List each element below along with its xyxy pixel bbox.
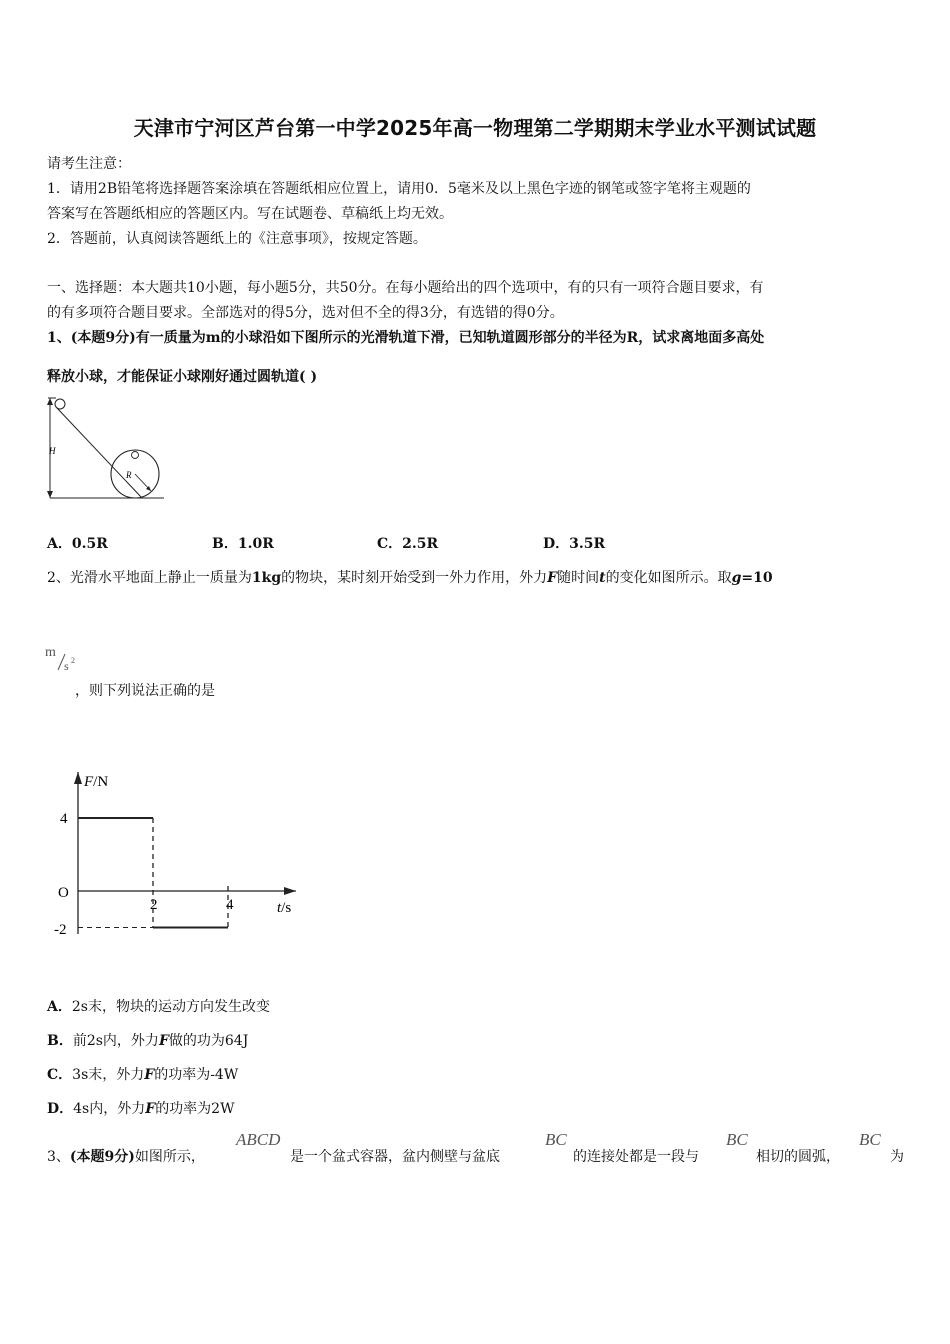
q3-prefix: 3、 [47, 1149, 70, 1165]
q3-bc-1: BC [545, 1130, 567, 1149]
q2-force-symbol: F [547, 570, 558, 586]
q2-option-a-key: A． [47, 999, 72, 1015]
y-axis-title-unit: /N [93, 774, 109, 790]
q2-option-d-post: 的功率为2W [155, 1101, 235, 1117]
x-axis-title [277, 900, 291, 916]
q2-text-1: 的物块，某时刻开始受到一外力作用，外力 [281, 570, 548, 586]
q2-ft-chart [40, 764, 310, 944]
q2-option-d-key: D． [47, 1101, 74, 1117]
ball [55, 399, 65, 409]
q2-option-b-pre: 前2s内，外力 [72, 1033, 159, 1049]
q2-unit [45, 645, 56, 661]
q3-text-2: 是一个盆式容器，盆内侧壁与盆底 [290, 1149, 500, 1165]
q3-abcd: ABCD [236, 1130, 281, 1149]
q2-option-d-f: F [145, 1101, 156, 1117]
unit-fraction [56, 650, 86, 674]
x-axis-title-unit: /s [281, 900, 292, 916]
q1-option-a-value: 0.5R [71, 536, 108, 552]
q1-radius-symbol: R [626, 330, 639, 346]
q2-option-a[interactable] [47, 996, 270, 1016]
h-arrow-down [47, 491, 53, 498]
y-tick-neg2: -2 [54, 922, 67, 938]
q3-bc-3: BC [859, 1130, 881, 1149]
q3-score: (本题9分) [69, 1149, 135, 1165]
q1-option-c-key: C． [377, 536, 403, 552]
unit-s: s [64, 659, 69, 673]
q1-option-d-value: 3.5R [569, 536, 606, 552]
q1-option-b-value: 1.0R [237, 536, 274, 552]
r-label: R [126, 470, 132, 480]
q2-option-c-pre: 3s末，外力 [72, 1067, 145, 1083]
y-axis-title-f: F [84, 774, 94, 790]
q2-text-2: 随时间 [557, 570, 600, 586]
q2-option-c-key: C． [47, 1067, 73, 1083]
q2-option-d-pre: 4s内，外力 [73, 1101, 146, 1117]
section-line-1: 一、选择题：本大题共10小题，每小题5分，共50分。在每小题给出的四个选项中，有的只有一项符合题目要求，有 [47, 280, 764, 296]
q2-option-c[interactable] [47, 1064, 238, 1084]
q3-text-4: 相切的圆弧， [756, 1149, 840, 1165]
slope-track [57, 408, 142, 498]
q1-option-b[interactable] [212, 533, 274, 553]
q2-time-symbol: t [599, 570, 606, 586]
q2-line-1 [47, 567, 773, 587]
q1-option-d-key: D． [543, 536, 570, 552]
q1-line-1 [47, 327, 764, 347]
x-axis-title-t: t [277, 900, 282, 916]
h-label: H [49, 446, 56, 456]
notice-line-1b: 答案写在答题纸相应的答题区内。写在试题卷、草稿纸上均无效。 [47, 206, 453, 222]
q2-mass: 1kg [251, 570, 282, 586]
q2-line-2: ，则下列说法正确的是 [75, 683, 215, 699]
q2-option-c-f: F [144, 1067, 155, 1083]
x-tick-4: 4 [226, 897, 234, 913]
q2-option-b-post: 做的功为64J [168, 1033, 249, 1049]
unit-m: m [45, 645, 56, 660]
q1-text-2: 的小球沿如下图所示的光滑轨道下滑，已知轨道圆形部分的半径为 [220, 330, 627, 346]
page-title: 天津市宁河区芦台第一中学2025年高一物理第二学期期末学业水平测试试题 [133, 116, 817, 140]
origin-label: O [58, 885, 69, 901]
q2-option-d[interactable] [47, 1098, 234, 1118]
q3-text-1: 如图所示， [134, 1149, 205, 1165]
q2-option-c-post: 的功率为-4W [154, 1067, 239, 1083]
q1-option-a[interactable] [47, 533, 108, 553]
q1-prefix: 1、 [47, 330, 71, 346]
x-axis-arrow [284, 887, 296, 895]
q1-text-1: 有一质量为 [135, 330, 206, 346]
q2-text-3: 的变化如图所示。取 [605, 570, 732, 586]
q1-option-c-value: 2.5R [402, 536, 439, 552]
q1-mass-symbol: m [205, 330, 221, 346]
q3-text-5: 为 [890, 1149, 904, 1165]
q2-g-symbol: g [731, 570, 742, 586]
section-line-2: 的有多项符合题目要求。全部选对的得5分，选对但不全的得3分，有选错的得0分。 [47, 305, 564, 321]
q1-option-c[interactable] [377, 533, 438, 553]
q2-option-b-key: B． [47, 1033, 73, 1049]
q2-option-a-text: 2s末，物块的运动方向发生改变 [71, 999, 270, 1015]
notice-heading: 请考生注意： [47, 156, 131, 172]
q3-prefix-line [47, 1146, 205, 1166]
ball-top [132, 452, 139, 459]
y-tick-4: 4 [60, 811, 68, 827]
q1-track-figure [40, 394, 170, 504]
q2-option-b[interactable] [47, 1030, 248, 1050]
y-axis-arrow [74, 772, 82, 784]
x-tick-2: 2 [150, 897, 158, 913]
unit-2: 2 [71, 656, 75, 665]
h-arrow-up [47, 398, 53, 405]
q1-line-2: 释放小球，才能保证小球刚好通过圆轨道( ) [47, 369, 318, 385]
q1-option-d[interactable] [543, 533, 605, 553]
q2-prefix: 2、光滑水平地面上静止一质量为 [47, 570, 252, 586]
q2-option-b-f: F [158, 1033, 169, 1049]
q1-text-3: ，试求离地面多高处 [638, 330, 765, 346]
q1-option-b-key: B． [212, 536, 238, 552]
q1-option-a-key: A． [47, 536, 72, 552]
notice-line-1: 1．请用2B铅笔将选择题答案涂填在答题纸相应位置上，请用0．5毫米及以上黑色字迹的钢笔或签字笔将主观题的 [47, 181, 751, 197]
q3-text-3: 的连接处都是一段与 [573, 1149, 699, 1165]
q1-score: (本题9分) [70, 330, 136, 346]
y-axis-title [83, 774, 108, 790]
q2-g-value: =10 [741, 570, 773, 586]
q3-bc-2: BC [726, 1130, 748, 1149]
notice-line-2: 2．答题前，认真阅读答题纸上的《注意事项》，按规定答题。 [47, 231, 427, 247]
